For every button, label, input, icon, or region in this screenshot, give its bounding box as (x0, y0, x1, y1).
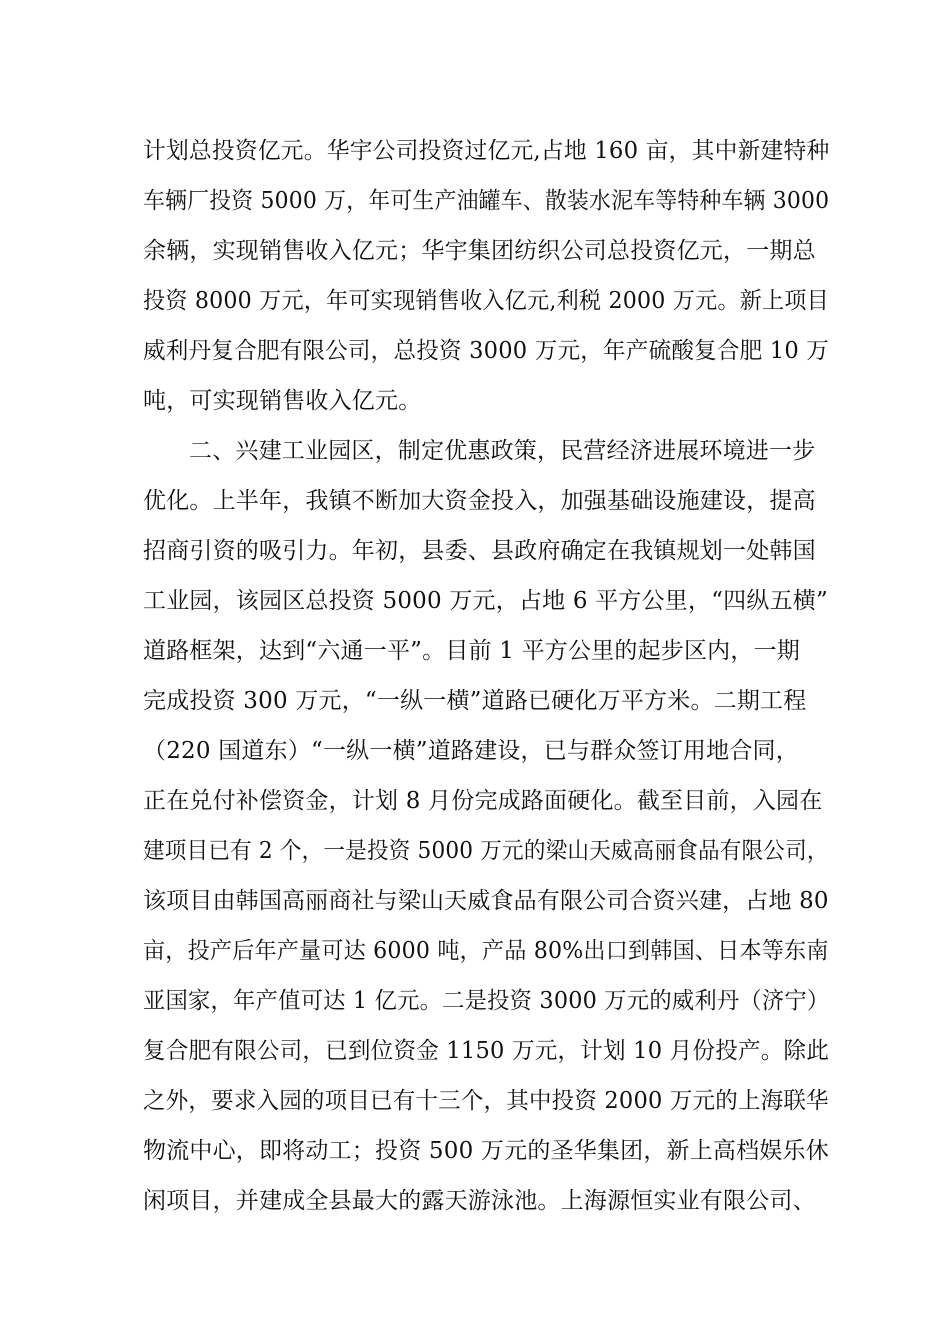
paragraph-1-line: 计划总投资亿元。华宇公司投资过亿元,占地 160 亩，其中新建特种 (143, 138, 830, 164)
paragraph-2-line: 亚国家，年产值可达 1 亿元。二是投资 3000 万元的威利丹（济宁） (143, 988, 830, 1014)
paragraph-2-line: （220 国道东）“一纵一横”道路建设，已与群众签订用地合同， (143, 738, 799, 764)
paragraph-2-line: 工业园，该园区总投资 5000 万元，占地 6 平方公里，“四纵五横” (143, 588, 828, 614)
paragraph-2-line: 建项目已有 2 个，一是投资 5000 万元的梁山天威高丽食品有限公司， (143, 838, 829, 864)
paragraph-1-line: 车辆厂投资 5000 万，年可生产油罐车、散装水泥车等特种车辆 3000 (143, 188, 830, 214)
paragraph-2-line: 优化。上半年，我镇不断加大资金投入，加强基础设施建设，提高 (143, 488, 816, 514)
paragraph-1 (143, 126, 830, 426)
paragraph-1-line: 吨，可实现销售收入亿元。 (143, 388, 422, 414)
paragraph-2-line: 亩，投产后年产量可达 6000 吨，产品 80%出口到韩国、日本等东南 (143, 938, 829, 964)
paragraph-2-line: 该项目由韩国高丽商社与梁山天威食品有限公司合资兴建，占地 80 (143, 888, 829, 914)
paragraph-2-line: 道路框架，达到“六通一平”。目前 1 平方公里的起步区内，一期 (143, 638, 800, 664)
paragraph-2-line: 闲项目，并建成全县最大的露天游泳池。上海源恒实业有限公司、 (143, 1188, 816, 1214)
paragraph-2-line: 完成投资 300 万元，“一纵一横”道路已硬化万平方米。二期工程 (143, 688, 807, 714)
paragraph-1-line: 投资 8000 万元，年可实现销售收入亿元,利税 2000 万元。新上项目 (143, 288, 830, 314)
paragraph-1-line: 威利丹复合肥有限公司，总投资 3000 万元，年产硫酸复合肥 10 万 (143, 338, 830, 364)
paragraph-1-line: 余辆，实现销售收入亿元；华宇集团纺织公司总投资亿元，一期总 (143, 238, 816, 264)
paragraph-2-line: 之外，要求入园的项目已有十三个，其中投资 2000 万元的上海联华 (143, 1088, 829, 1114)
paragraph-2-line: 物流中心，即将动工；投资 500 万元的圣华集团，新上高档娱乐休 (143, 1138, 829, 1164)
paragraph-2-line: 正在兑付补偿资金，计划 8 月份完成路面硬化。截至目前，入园在 (143, 788, 823, 814)
paragraph-2-line: 复合肥有限公司，已到位资金 1150 万元，计划 10 月份投产。除此 (143, 1038, 830, 1064)
paragraph-2-line: 招商引资的吸引力。年初，县委、县政府确定在我镇规划一处韩国 (143, 538, 816, 564)
paragraph-2 (143, 426, 830, 1226)
paragraph-2-line: 二、兴建工业园区，制定优惠政策，民营经济进展环境进一步 (189, 438, 816, 464)
